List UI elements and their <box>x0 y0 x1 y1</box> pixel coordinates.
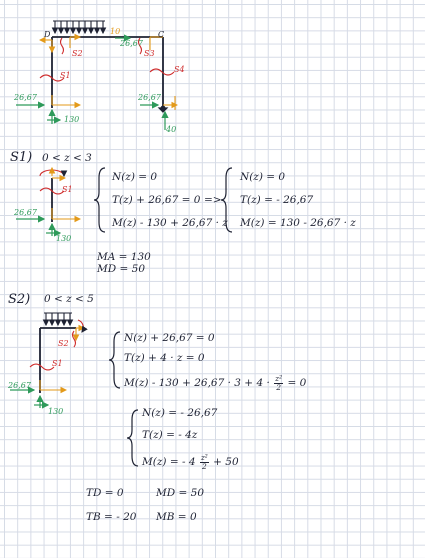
s2-moment-b: MB = 0 <box>156 511 197 523</box>
node-label-c: C <box>158 30 165 39</box>
s1-eq-m: M(z) - 130 + 26,67 · z <box>112 217 228 229</box>
s2-eq-t: T(z) + 4 · z = 0 <box>124 352 205 364</box>
s2-sol-n: N(z) = - 26,67 <box>142 407 218 419</box>
s2-sol-t: T(z) = - 4z <box>142 429 198 441</box>
s1-sol-m: M(z) = 130 - 26,67 · z <box>240 217 356 229</box>
s1-bottom-label: 130 <box>56 234 72 243</box>
s2-fbd-s1-label: S1 <box>52 359 63 368</box>
s2-sol-m-prefix: M(z) = - 4 <box>142 456 196 468</box>
node-label-d: D <box>44 30 51 39</box>
s2-sol-m-fraction <box>200 454 209 470</box>
s1-eq-n: N(z) = 0 <box>112 171 158 183</box>
s2-eq-m-denominator: 2 <box>276 382 282 392</box>
s2-fbd-cut-label: S2 <box>58 339 69 348</box>
pin-support <box>159 106 167 112</box>
reactions <box>16 38 165 130</box>
s2-force-label: 26,67 <box>8 381 31 390</box>
top-force-label: 26,67 <box>120 39 143 48</box>
s2-sol-m-suffix: + 50 <box>213 456 239 468</box>
s2-range: 0 < z < 5 <box>44 293 94 305</box>
s2-eq-m-prefix: M(z) - 130 + 26,67 · 3 + 4 · <box>124 377 270 389</box>
s2-eq-m-fraction <box>274 375 283 391</box>
s1-range: 0 < z < 3 <box>42 152 92 164</box>
s1-fbd-section-label: S1 <box>62 185 73 194</box>
left-reaction-label: 26,67 <box>14 93 37 102</box>
s1-force-label: 26,67 <box>14 208 37 217</box>
s1-eq-t: T(z) + 26,67 = 0 <box>112 194 201 206</box>
s1-implies: => <box>204 194 222 206</box>
frame-diagram <box>16 21 177 130</box>
s1-sol-n: N(z) = 0 <box>240 171 286 183</box>
section-label-s2: S2 <box>72 49 83 58</box>
s2-eq-n: N(z) + 26,67 = 0 <box>124 332 215 344</box>
s1-title: S1) <box>10 150 33 165</box>
s2-shear-d: TD = 0 <box>86 487 124 499</box>
section-label-s3: S3 <box>144 49 155 58</box>
load-label: 10 <box>110 27 121 36</box>
right-reaction-label: 26,67 <box>138 93 161 102</box>
s2-eq-m-numerator: z² <box>275 374 283 383</box>
s2-eq-m <box>124 375 306 391</box>
s2-bottom-label: 130 <box>48 407 64 416</box>
s2-moment-d: MD = 50 <box>156 487 205 499</box>
bottom-right-label: 40 <box>166 125 177 134</box>
section-label-s4: S4 <box>174 65 185 74</box>
s2-eq-m-suffix: = 0 <box>287 377 307 389</box>
s2-sol-m-numerator: z² <box>200 453 208 462</box>
s2-sol-m-denominator: 2 <box>201 461 207 471</box>
s1-moment-a: MA = 130 <box>97 251 151 263</box>
section-label-s1: S1 <box>60 71 71 80</box>
s2-shear-b: TB = - 20 <box>86 511 137 523</box>
s1-sol-t: T(z) = - 26,67 <box>240 194 314 206</box>
distributed-load <box>53 21 105 33</box>
s1-moment-d: MD = 50 <box>97 263 146 275</box>
s2-title: S2) <box>8 292 31 307</box>
bottom-left-label: 130 <box>64 115 80 124</box>
s2-sol-m <box>142 454 239 470</box>
